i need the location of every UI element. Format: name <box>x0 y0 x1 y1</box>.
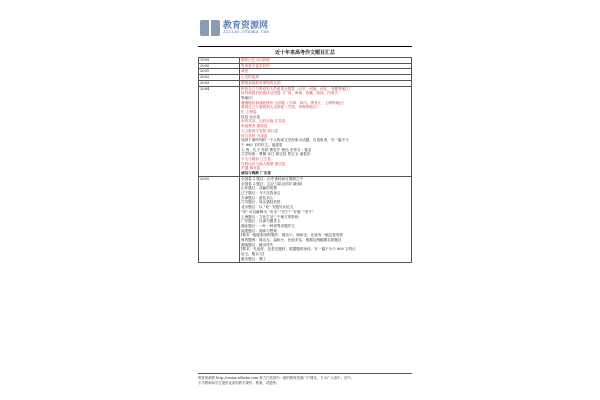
document-title: 近十年来高考作文题目汇总 <box>274 50 335 56</box>
header-divider <box>198 46 412 47</box>
footer-line: 教育资源网 http://zzziao.nfbaba.com 努力打造国内一流的教育资源门户网站，专为广大高中、初中、 <box>198 376 355 380</box>
footer <box>198 376 412 385</box>
topic-line: 山东题目：双赢的智慧 <box>241 186 277 191</box>
topic-line: 包容 北京卷 <box>241 114 261 119</box>
topic-line: 转折和我们的选择全国卷（广西、海南、西藏、陕西、内蒙古 <box>241 91 339 96</box>
topic-line: 全国卷 1 题目：出乎意料和在情理之中 <box>241 176 304 181</box>
year-cell: 1999 <box>199 58 240 64</box>
topic-line: 自我认识与他人期望 重庆卷 <box>241 161 286 166</box>
site-name: 教育资源网 <box>223 21 269 31</box>
topic-line: 角的题例：简洁无、温和小、比较多实，根据这两幅图自拟题目 <box>241 238 342 243</box>
document-page <box>198 12 412 396</box>
topic-line: 人文素养与发展 浙江卷 <box>241 128 279 133</box>
topic-line: 诚信 <box>241 69 249 74</box>
topic-line: 心灵的选择 <box>241 75 259 80</box>
topics-cell <box>240 86 412 176</box>
year-cell: 2001 <box>199 69 240 75</box>
topic-line: 湖南题目：跳出得失 <box>241 242 274 247</box>
topic-line: 水的灵动、山的沉稳 江苏卷 <box>241 119 286 124</box>
topic-line: 全国卷 2 题目：忘记与铭记(四川新课) <box>241 181 303 186</box>
topic-line: 辽宁题目：今天在我身边 <box>241 190 281 195</box>
topic-line: 遭遇挫折和战胜挫折 全国卷（吉林、四川、黑龙江、上海等地区） <box>241 100 347 105</box>
topic-line: 福建题目：阅读与想象 <box>241 228 277 233</box>
year-cell: 2004 <box>199 86 240 176</box>
topic-line: 选择下面所列的一个人物或文学形象为话题，自选角度，写一篇不少 <box>241 138 349 143</box>
topic-line: 家庭教育 湖南卷 <box>241 124 268 129</box>
topic-line: 材与非材 天津卷 <box>241 133 268 138</box>
topic-line: 广东题目：以那为题作文 <box>241 219 281 224</box>
topic-line: 天津题目：留住亲心 <box>241 195 274 200</box>
table-row <box>199 176 412 262</box>
topics-cell <box>240 176 412 262</box>
topic-line: 答案是丰富多彩的 <box>241 63 270 68</box>
topic-line: 于 800 字的作文。福建卷 <box>241 142 283 147</box>
topic-line: [要求一幅是标准的题作，简洁小、画和无、比较有一幅这是有需 <box>241 233 344 238</box>
topic-line: 江苏题目：凤头猪肚豹尾 <box>241 200 281 205</box>
year-cell: 2000 <box>199 63 240 69</box>
table-row <box>199 86 412 176</box>
topic-line: 感情亲疏和对事物的认知 <box>241 80 281 85</box>
topic-line: 关键 湖北卷 <box>241 166 261 171</box>
topic-line: 论文，限议文] <box>241 252 264 257</box>
year-cell: 2005 <box>199 176 240 262</box>
topic-line: 假如记忆可以移植 <box>241 58 270 62</box>
topics-table <box>198 57 412 263</box>
topic-line: "安" 可以解释为 "安全" "安宁" "安逸" "安于" <box>241 209 314 214</box>
topic-line: 北京题目：以 "说" 为题写议论文 <box>241 205 294 210</box>
topic-line: 等地区） <box>241 95 256 100</box>
topic-line: 诚信与陶醉 广东卷 <box>241 171 272 176</box>
book-icon <box>200 20 220 36</box>
footer-divider <box>198 373 412 374</box>
topic-line: 忙 上海卷 <box>241 110 257 115</box>
topic-line: 人 物、孔子 苏轼 曹雪芹 鲁迅 史蒂芬・霍金 <box>241 147 312 152</box>
topic-line: 重庆题目：偶了 <box>241 256 267 261</box>
topic-line: 上海题目：文化生活三个地方的影响 <box>241 214 299 219</box>
year-cell: 2003 <box>199 80 240 86</box>
footer-line: 小学教师和学生提供优质的教学课件、教案、试题等。 <box>198 380 280 385</box>
topic-line: 湖北题目：一叶一种世界话题作文 <box>241 223 295 228</box>
topic-line: 相信自己与听取别人的意见全国卷（山东、河南、河北、安徽等地区） <box>241 86 353 91</box>
site-logo[interactable] <box>200 18 290 42</box>
site-url[interactable]: zzziao.nfbaba.com <box>223 30 270 35</box>
topic-line: 看到自己与看到别人全国卷（甘肃、青海等地区） <box>241 105 321 110</box>
topic-line: 平凡与精彩 辽宁卷 <box>241 157 271 162</box>
topic-line: [要求：先选好、还是先题材，根据题的身体，写一篇不少于 800 字的议 <box>241 247 356 252</box>
year-cell: 2002 <box>199 75 240 81</box>
topic-line: 文学形象：曹操 宋江 薛宝钗 贾宝玉 诸葛亮 <box>241 152 311 157</box>
